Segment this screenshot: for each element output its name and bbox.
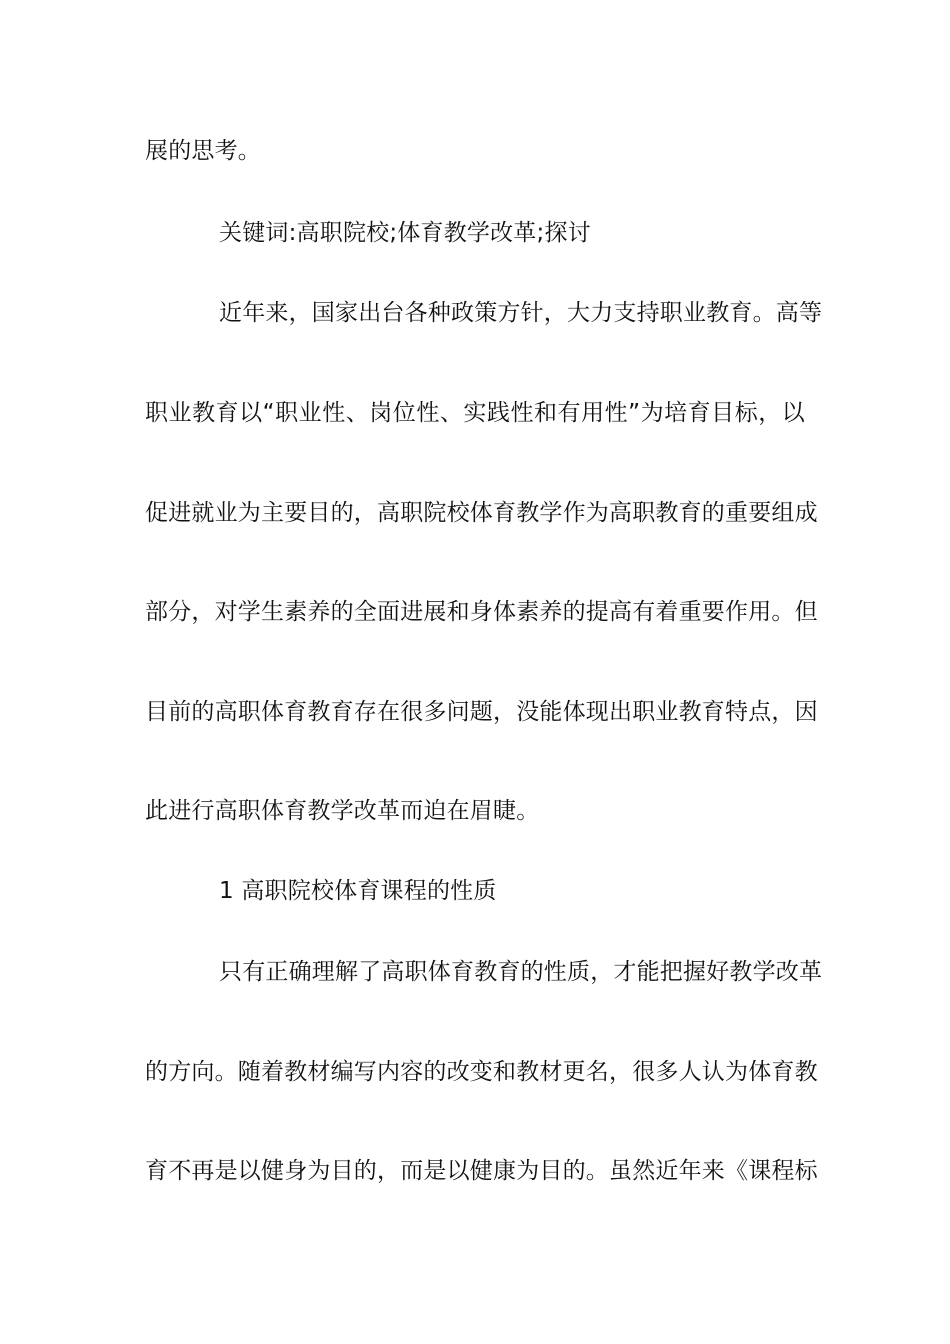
intro-paragraph-line-4: 部分，对学生素养的全面进展和身体素养的提高有着重要作用。但 <box>145 599 818 625</box>
intro-paragraph-line-3: 促进就业为主要目的，高职院校体育教学作为高职教育的重要组成 <box>145 500 818 526</box>
intro-paragraph-line-2: 职业教育以“职业性、岗位性、实践性和有用性”为培育目标，以 <box>145 400 805 426</box>
intro-paragraph-line-1: 近年来，国家出台各种政策方针，大力支持职业教育。高等 <box>219 300 823 326</box>
paragraph-continuation-line: 展的思考。 <box>145 138 261 164</box>
section-paragraph-line-3: 育不再是以健身为目的，而是以健康为目的。虽然近年来《课程标 <box>145 1158 818 1184</box>
section-heading: 1 高职院校体育课程的性质 <box>219 878 497 904</box>
section-paragraph-line-1: 只有正确理解了高职体育教育的性质，才能把握好教学改革 <box>219 959 823 985</box>
intro-paragraph-line-5: 目前的高职体育教育存在很多问题，没能体现出职业教育特点，因 <box>145 699 818 725</box>
keywords-line: 关键词:高职院校;体育教学改革;探讨 <box>219 220 591 246</box>
intro-paragraph-line-6: 此进行高职体育教学改革而迫在眉睫。 <box>145 798 540 824</box>
section-paragraph-line-2: 的方向。随着教材编写内容的改变和教材更名，很多人认为体育教 <box>145 1059 818 1085</box>
